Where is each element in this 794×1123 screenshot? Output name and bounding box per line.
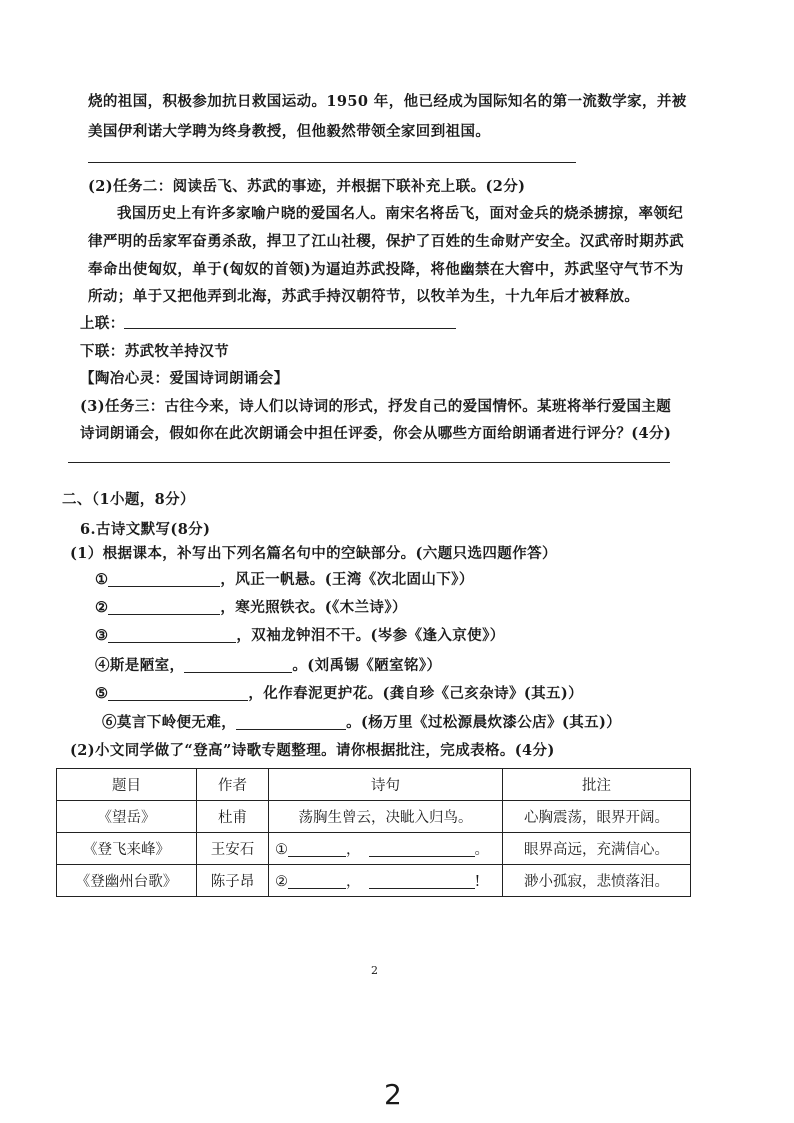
item-number: ⑥ xyxy=(102,714,117,731)
part2-heading: 二、（1小题，8分） xyxy=(62,491,195,508)
item-text: 。(刘禹锡《陋室铭》） xyxy=(292,657,442,674)
fill-blank[interactable] xyxy=(184,656,292,673)
item-text: ，双袖龙钟泪不干。(岑参《逢入京使》） xyxy=(236,627,505,644)
q6-title: 6.古诗文默写(8分) xyxy=(80,521,211,538)
table-row xyxy=(57,801,691,833)
intro-line-2: 美国伊利诺大学聘为终身教授，但他毅然带领全家回到祖国。 xyxy=(88,123,491,140)
cell-title: 《登幽州台歌》 xyxy=(57,865,197,897)
cell-verse-blank xyxy=(269,833,503,865)
fill-item-2 xyxy=(95,598,407,618)
answer-line-3[interactable] xyxy=(68,462,670,463)
cell-author: 陈子昂 xyxy=(197,865,269,897)
cell-author: 王安石 xyxy=(197,833,269,865)
blank-number: ① xyxy=(275,842,288,858)
table-header-row xyxy=(57,769,691,801)
header-verse: 诗句 xyxy=(269,769,503,801)
task3-line-2: 诗词朗诵会，假如你在此次朗诵会中担任评委，你会从哪些方面给朗诵者进行评分？(4分) xyxy=(80,425,672,442)
header-title: 题目 xyxy=(57,769,197,801)
table-row xyxy=(57,865,691,897)
answer-line-1[interactable] xyxy=(88,162,576,163)
cell-title: 《登飞来峰》 xyxy=(57,833,197,865)
fill-blank[interactable] xyxy=(108,626,236,643)
fill-blank[interactable] xyxy=(108,684,248,701)
cell-author: 杜甫 xyxy=(197,801,269,833)
fill-blank[interactable] xyxy=(369,840,475,857)
item-text: ，风正一帆悬。(王湾《次北固山下》） xyxy=(220,571,474,588)
task2-para-line-1: 我国历史上有许多家喻户晓的爱国名人。南宋名将岳飞，面对金兵的烧杀掳掠，率领纪 xyxy=(117,205,684,222)
item-number: ② xyxy=(95,599,109,616)
item-number: ④ xyxy=(95,657,110,674)
task2-title: (2)任务二：阅读岳飞、苏武的事迹，并根据下联补充上联。(2分) xyxy=(88,178,526,195)
intro-line-1: 烧的祖国，积极参加抗日救国运动。1950 年，他已经成为国际知名的第一流数学家，并被 xyxy=(88,93,687,110)
cell-note: 渺小孤寂，悲愤落泪。 xyxy=(503,865,691,897)
item-text: ，寒光照铁衣。(《木兰诗》） xyxy=(220,599,407,616)
header-note: 批注 xyxy=(503,769,691,801)
poem-table xyxy=(56,768,691,897)
q6-sub1: (1）根据课本，补写出下列名篇名句中的空缺部分。(六题只选四题作答） xyxy=(70,545,557,562)
fill-blank[interactable] xyxy=(288,872,346,889)
page-number-large: 2 xyxy=(384,1078,402,1111)
separator: ， xyxy=(346,842,361,858)
item-number: ③ xyxy=(95,627,109,644)
task2-para-line-2: 律严明的岳家军奋勇杀敌，捍卫了江山社稷，保护了百姓的生命财产安全。汉武帝时期苏武 xyxy=(88,233,684,250)
cell-note: 心胸震荡，眼界开阔。 xyxy=(503,801,691,833)
cell-verse-blank xyxy=(269,865,503,897)
separator: ， xyxy=(346,874,361,890)
end-punct: ! xyxy=(474,874,481,890)
task2-para-line-4: 所动；单于又把他弄到北海，苏武手持汉朝符节，以牧羊为生，十九年后才被释放。 xyxy=(88,288,640,305)
item-number: ① xyxy=(95,571,109,588)
upper-couplet-blank[interactable] xyxy=(124,328,456,329)
fill-item-4 xyxy=(95,656,441,676)
task3-line-1: (3)任务三：古往今来，诗人们以诗词的形式，抒发自己的爱国情怀。某班将举行爱国主题 xyxy=(80,398,672,415)
fill-blank[interactable] xyxy=(108,598,220,615)
fill-item-1 xyxy=(95,570,474,590)
fill-blank[interactable] xyxy=(108,570,220,587)
page-number-small: 2 xyxy=(371,964,378,977)
q6-sub2: (2)小文同学做了“登高”诗歌专题整理。请你根据批注，完成表格。(4分) xyxy=(70,742,555,759)
item-text: ，化作春泥更护花。(龚自珍《己亥杂诗》(其五)） xyxy=(248,685,584,702)
section-heading: 【陶冶心灵：爱国诗词朗诵会】 xyxy=(80,370,289,387)
table-row xyxy=(57,833,691,865)
fill-item-3 xyxy=(95,626,505,646)
header-author: 作者 xyxy=(197,769,269,801)
item-number: ⑤ xyxy=(95,685,109,702)
item-text: 。(杨万里《过松源晨炊漆公店》(其五)） xyxy=(346,714,622,731)
cell-verse: 荡胸生曾云，决眦入归鸟。 xyxy=(269,801,503,833)
cell-title: 《望岳》 xyxy=(57,801,197,833)
item-before: 斯是陋室， xyxy=(109,657,185,674)
fill-blank[interactable] xyxy=(288,840,346,857)
fill-item-6 xyxy=(102,713,621,733)
fill-item-5 xyxy=(95,684,583,704)
lower-couplet: 下联：苏武牧羊持汉节 xyxy=(80,343,229,360)
fill-blank[interactable] xyxy=(236,713,346,730)
blank-number: ② xyxy=(275,874,288,890)
fill-blank[interactable] xyxy=(369,872,475,889)
item-before: 莫言下岭便无难， xyxy=(116,714,237,731)
upper-couplet-label: 上联： xyxy=(80,315,125,332)
task2-para-line-3: 奉命出使匈奴，单于(匈奴的首领)为逼迫苏武投降，将他幽禁在大窖中，苏武坚守气节不为 xyxy=(88,261,684,278)
end-punct: 。 xyxy=(474,842,489,858)
cell-note: 眼界高远，充满信心。 xyxy=(503,833,691,865)
